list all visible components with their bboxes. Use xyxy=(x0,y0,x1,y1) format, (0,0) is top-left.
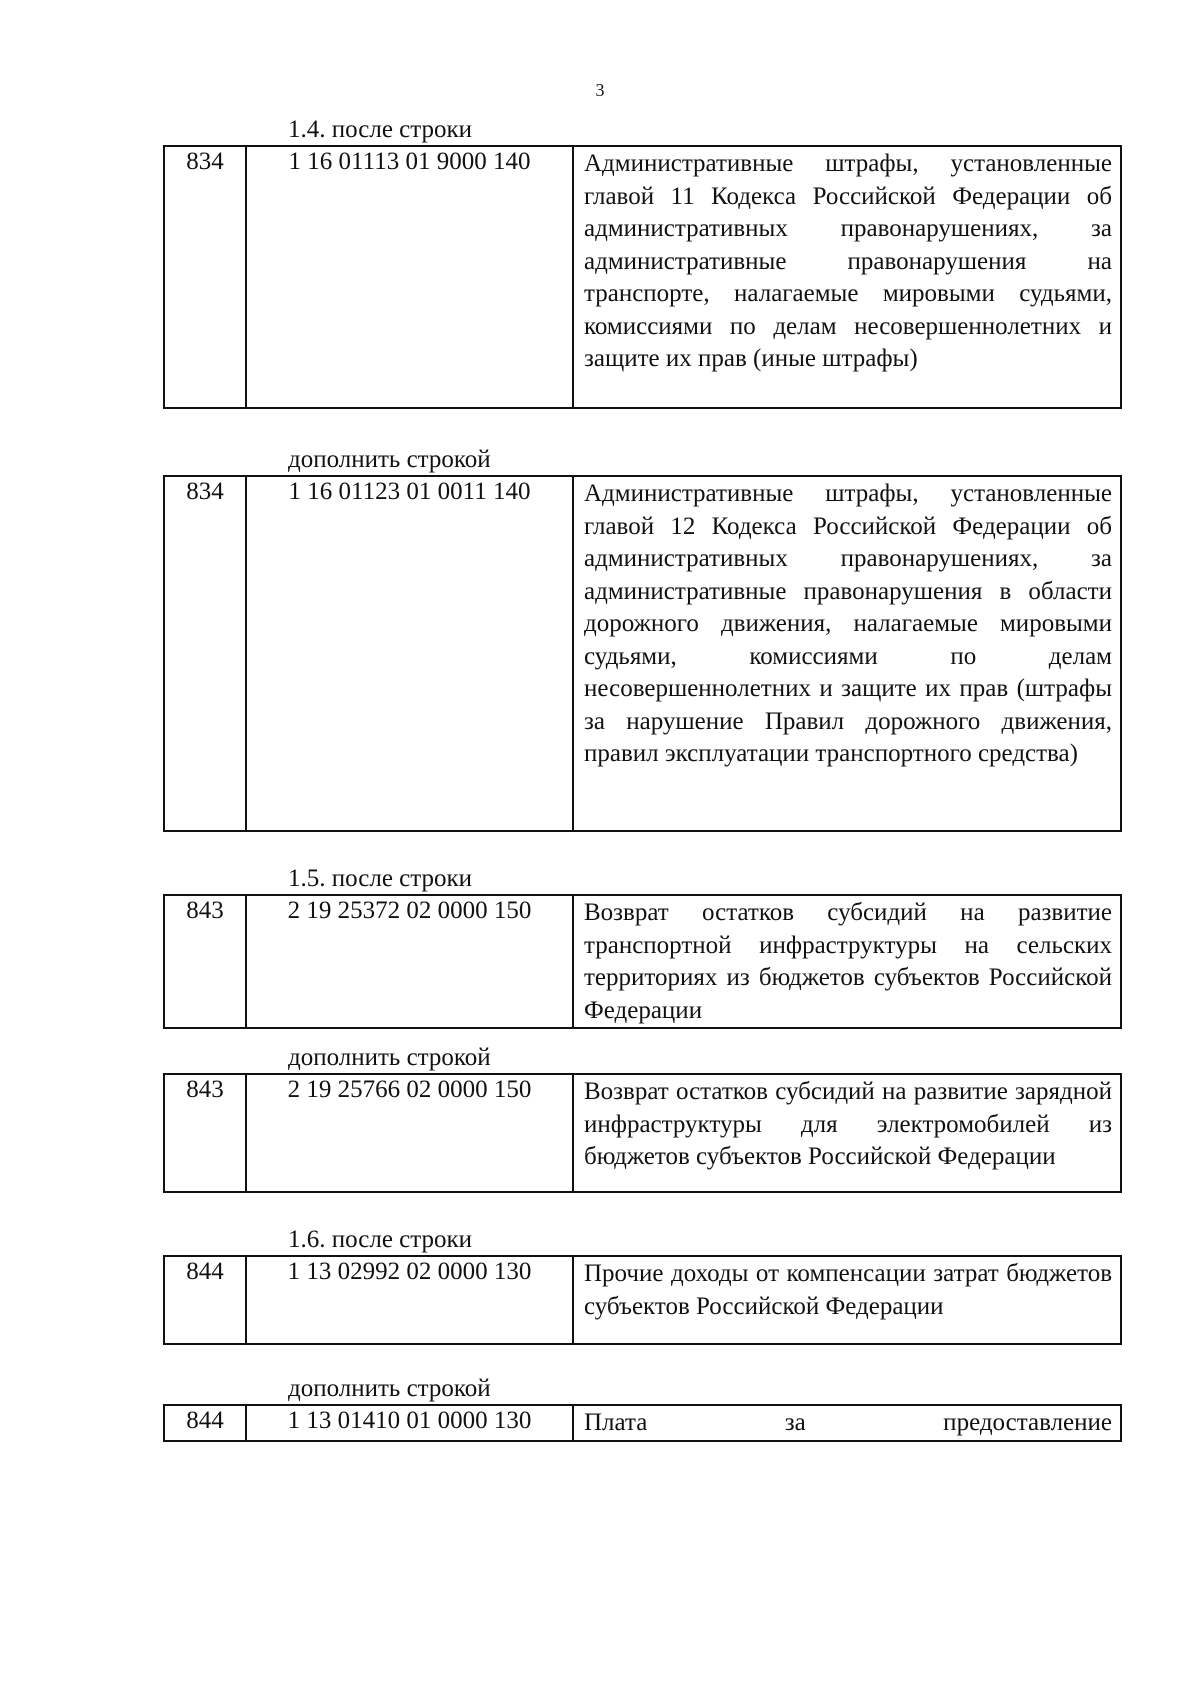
admin-code-cell: 843 xyxy=(164,895,246,1028)
page-number: 3 xyxy=(595,80,605,100)
table-row xyxy=(164,1256,1121,1344)
table-row xyxy=(164,895,1121,1028)
description-cell: Возврат остатков субсидий на развитие транспортной инфраструктуры на сельских территориях из бюджетов субъектов Российской Федерации xyxy=(573,895,1121,1028)
admin-code-cell: 844 xyxy=(164,1256,246,1344)
kbk-code-cell: 1 13 01410 01 0000 130 xyxy=(246,1405,573,1441)
section-add-row-3 xyxy=(163,1374,1122,1442)
admin-code-cell: 843 xyxy=(164,1074,246,1192)
table-row xyxy=(164,476,1121,831)
kbk-table xyxy=(163,145,1122,409)
kbk-table xyxy=(163,1404,1122,1442)
table-row xyxy=(164,1074,1121,1192)
section-heading: дополнить строкой xyxy=(288,1375,491,1402)
admin-code-cell: 834 xyxy=(164,476,246,831)
section-heading: 1.5. после строки xyxy=(288,865,473,892)
admin-code-cell: 834 xyxy=(164,146,246,408)
kbk-table xyxy=(163,1073,1122,1193)
section-heading: дополнить строкой xyxy=(288,1044,491,1071)
section-add-row-2 xyxy=(163,1043,1122,1193)
description-cell: Административные штрафы, установленные главой 12 Кодекса Российской Федерации об административных правонарушениях, за административные правонарушения в области дорожного движения, налагаемые мировыми судьями, комиссиями по делам несовершеннолетних и защите их прав (штрафы за нарушение Правил дорожного движения, правил эксплуатации транспортного средства) xyxy=(573,476,1121,831)
table-row xyxy=(164,146,1121,408)
section-1-5-after xyxy=(163,864,1122,1029)
kbk-code-cell: 1 16 01123 01 0011 140 xyxy=(246,476,573,831)
table-row xyxy=(164,1405,1121,1441)
admin-code-cell: 844 xyxy=(164,1405,246,1441)
section-heading: дополнить строкой xyxy=(288,446,491,473)
description-cell: Плата за предоставление xyxy=(573,1405,1121,1441)
description-cell: Административные штрафы, установленные главой 11 Кодекса Российской Федерации об административных правонарушениях, за административные правонарушения на транспорте, налагаемые мировыми судьями, комиссиями по делам несовершеннолетних и защите их прав (иные штрафы) xyxy=(573,146,1121,408)
kbk-code-cell: 2 19 25766 02 0000 150 xyxy=(246,1074,573,1192)
kbk-code-cell: 1 13 02992 02 0000 130 xyxy=(246,1256,573,1344)
section-1-4-after xyxy=(163,115,1122,409)
kbk-code-cell: 1 16 01113 01 9000 140 xyxy=(246,146,573,408)
kbk-table xyxy=(163,1255,1122,1345)
section-heading: 1.6. после строки xyxy=(288,1226,473,1253)
description-cell: Возврат остатков субсидий на развитие зарядной инфраструктуры для электромобилей из бюджетов субъектов Российской Федерации xyxy=(573,1074,1121,1192)
kbk-code-cell: 2 19 25372 02 0000 150 xyxy=(246,895,573,1028)
description-cell: Прочие доходы от компенсации затрат бюджетов субъектов Российской Федерации xyxy=(573,1256,1121,1344)
section-add-row-1 xyxy=(163,445,1122,832)
section-1-6-after xyxy=(163,1225,1122,1345)
section-heading: 1.4. после строки xyxy=(288,116,473,143)
kbk-table xyxy=(163,894,1122,1029)
kbk-table xyxy=(163,475,1122,832)
